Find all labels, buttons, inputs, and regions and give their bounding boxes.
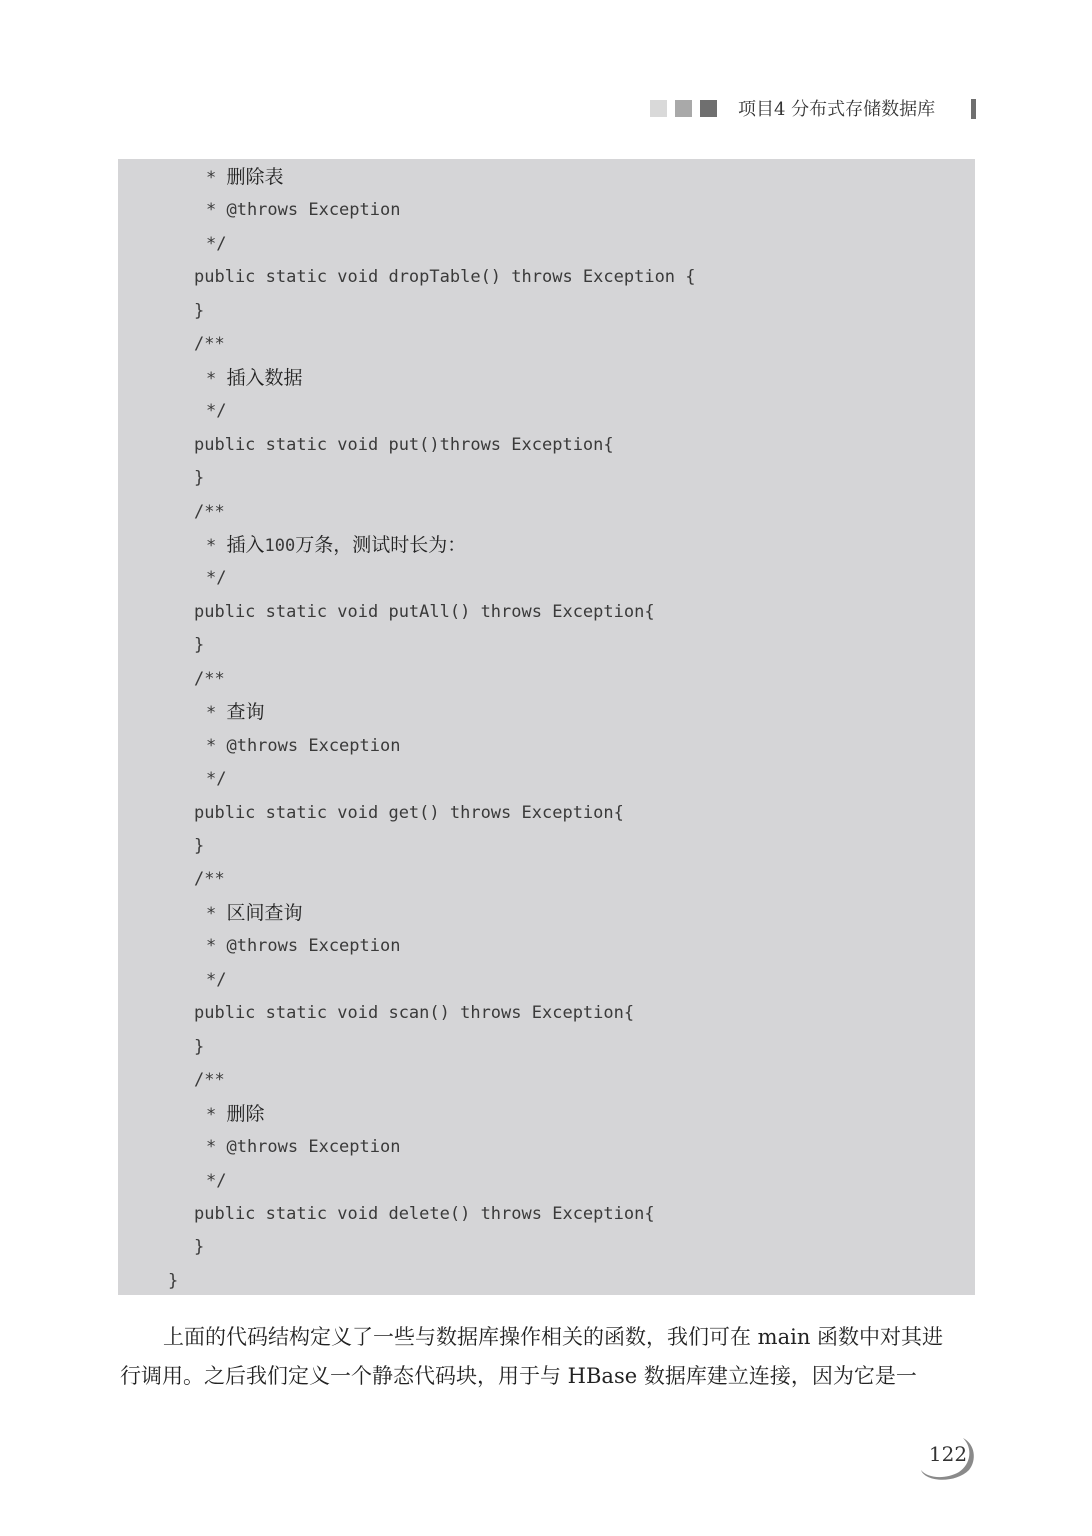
code-line: public static void dropTable() throws Exception { [194,267,696,288]
header-square-light [650,100,667,117]
code-line: * 删除表 [206,166,284,188]
code-line: */ [206,401,227,422]
header-bar [971,99,976,119]
code-line: } [194,300,205,321]
code-line: } [194,468,205,489]
code-line: */ [206,769,227,790]
header-square-dark [700,100,717,117]
code-line: * 区间查询 [206,901,303,924]
code-line: */ [206,568,227,589]
code-line: * 删除 [206,1102,265,1125]
code-line: public static void putAll() throws Exception{ [194,601,655,622]
code-line: } [194,836,205,856]
body-paragraph-line-1: 上面的代码结构定义了一些与数据库操作相关的函数，我们可在 main 函数中对其进 [163,1325,944,1349]
code-line: /** [194,869,225,890]
code-line: } [194,1237,205,1258]
code-line: * 插入数据 [206,366,303,389]
code-line: */ [206,1170,227,1191]
code-line: * 插入100万条，测试时长为： [206,533,467,556]
code-line: public static void delete() throws Exception{ [194,1203,655,1224]
code-line: */ [206,233,227,254]
code-line: * 查询 [206,701,265,724]
code-line: * @throws Exception [206,936,401,957]
code-line: * @throws Exception [206,735,401,756]
code-line: /** [194,501,225,522]
code-line: } [168,1270,179,1291]
code-line: } [194,1036,205,1057]
code-line: /** [194,334,225,355]
code-line: */ [206,969,227,990]
page-number: 122 [928,1442,968,1466]
page-number-badge [915,1430,977,1484]
code-line: public static void put()throws Exception{ [194,434,614,455]
code-line: } [194,635,205,656]
code-line: public static void get() throws Exception{ [194,802,624,823]
body-paragraph-line-2: 行调用。之后我们定义一个静态代码块，用于与 HBase 数据库建立连接，因为它是一 [120,1364,917,1388]
header-square-medium [675,100,692,117]
code-line: public static void scan() throws Exception{ [194,1003,635,1024]
chapter-title: 项目4 分布式存储数据库 [738,99,936,120]
code-line: /** [194,1070,225,1091]
running-header [650,97,980,127]
code-line: /** [194,668,225,689]
code-line: * @throws Exception [206,200,401,221]
code-line: * @throws Exception [206,1137,401,1158]
code-block [118,159,975,1295]
